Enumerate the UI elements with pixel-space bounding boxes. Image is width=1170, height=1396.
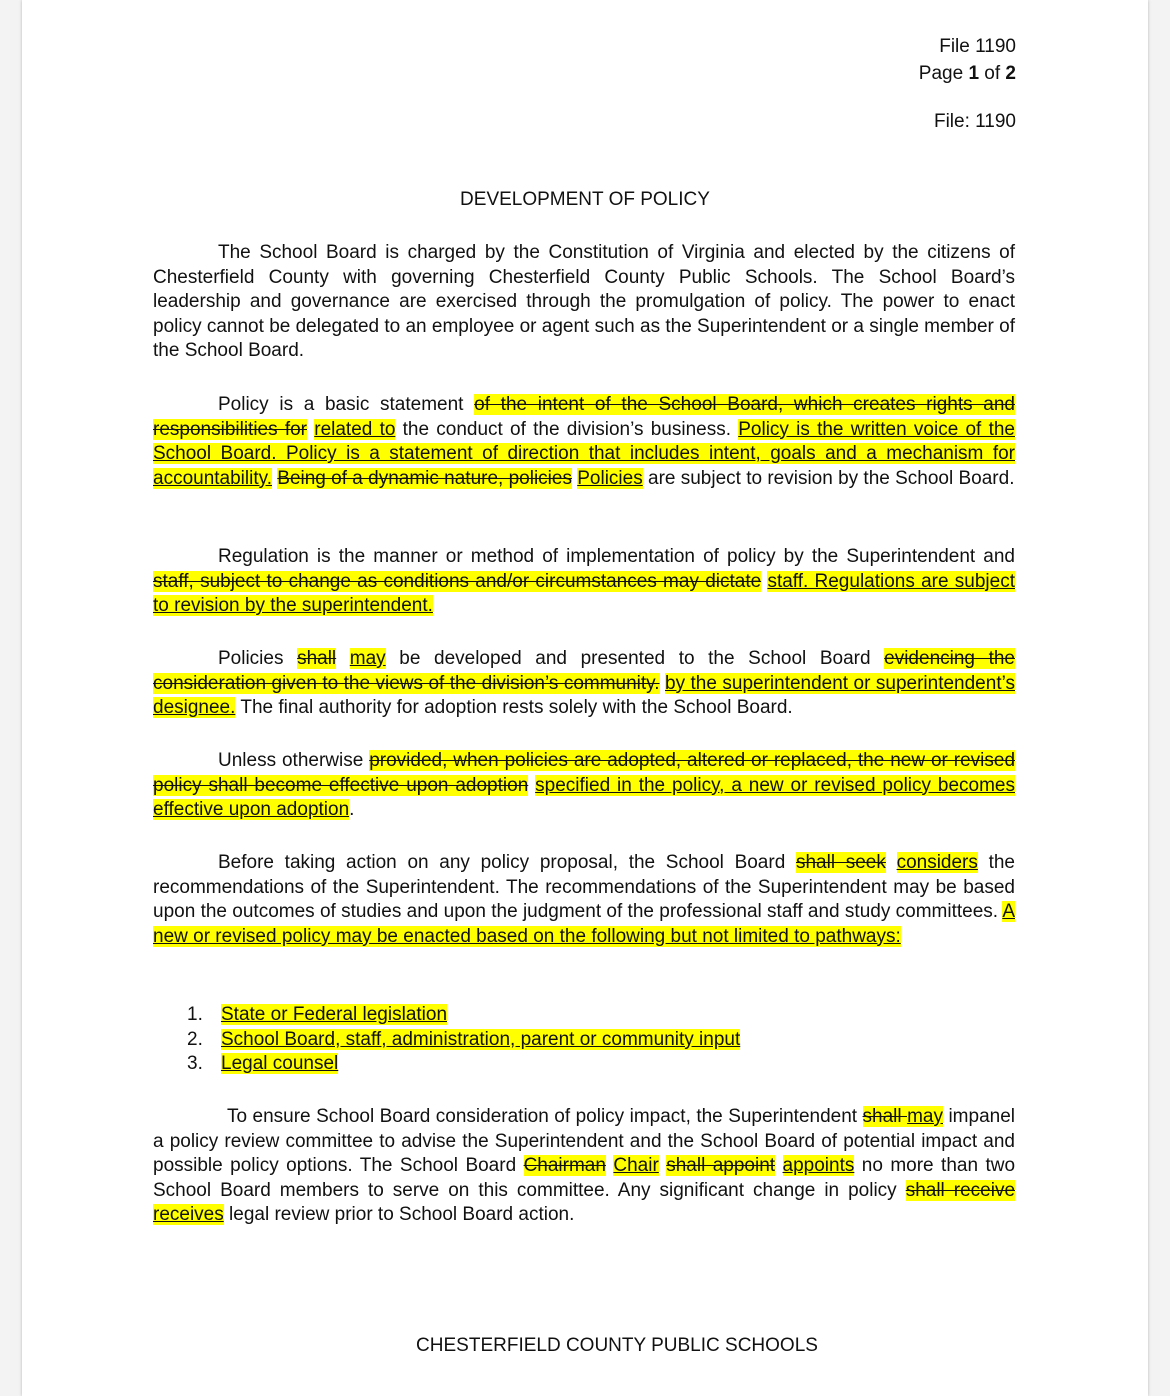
paragraph-1: The School Board is charged by the Constitution of Virginia and elected by the citizens of Chesterfield County with governing Chesterfield County Public Schools. The School Board’s leadership and governance are exercised through the promulgation of policy. The power to enact policy cannot be delegated to an employee or agent such as the Superintendent or a single member of the School Board. <box>153 242 1015 362</box>
deleted-text: shall <box>297 648 337 669</box>
deleted-text: Chairman <box>523 1155 606 1177</box>
deleted-text: Being of a dynamic nature, policies <box>277 467 572 489</box>
paragraph-6: Before taking action on any policy proposal, the School Board shall seek considers the recommendations of the Superintendent. The recommendations of the Superintendent may be based upon the outcomes of studies and upon the judgment of the professional staff and study committees. A new or revised policy may be enacted based on the following but not limited to pathways: <box>153 852 1015 947</box>
inserted-text: may <box>907 1106 943 1127</box>
deleted-text: evidencing the consideration given to the views of the division’s community. <box>153 648 1015 694</box>
inserted-text: by the superintendent or superintendent’s designee. <box>153 672 1015 719</box>
inserted-text: appoints <box>782 1155 855 1177</box>
deleted-text: of the intent of the School Board, which creates rights and responsibilities for <box>153 394 1016 440</box>
page-number: Page 1 of 2 <box>918 63 1016 84</box>
file-number: File 1190 <box>939 36 1016 57</box>
inserted-text: A new or revised policy may be enacted based on the following but not limited to pathways: <box>153 901 1015 947</box>
paragraph-3: Regulation is the manner or method of implementation of policy by the Superintendent and staff, subject to change as conditions and/or circumstances may dictate staff. Regulations are subject to revision by the superintendent. <box>153 546 1016 617</box>
inserted-text: Chair <box>613 1155 659 1177</box>
deleted-text: shall <box>862 1106 908 1127</box>
inserted-text: may <box>349 648 386 669</box>
inserted-text: Policy is the written voice of the School Board. Policy is a statement of direction that includes intent, goals and a mechanism for accountability. <box>153 418 1015 489</box>
paragraph-7: To ensure School Board consideration of policy impact, the Superintendent shall may impanel a policy review committee to advise the Superintendent and the School Board of potential impact and possible policy options. The School Board Chairman Chair shall appoint appoints no more than two School Board members to serve on this committee. Any significant change in policy shall receive receives legal review prior to School Board action. <box>153 1106 1016 1226</box>
file-label: File: 1190 <box>933 111 1016 132</box>
page-footer: CHESTERFIELD COUNTY PUBLIC SCHOOLS <box>416 1335 818 1356</box>
pathways-list <box>187 1003 740 1077</box>
inserted-text: staff. Regulations are subject to revision by the superintendent. <box>153 570 1016 617</box>
inserted-text: considers <box>896 852 978 873</box>
deleted-text: shall seek <box>795 852 886 873</box>
deleted-text: shall appoint <box>666 1155 776 1177</box>
inserted-text: related to <box>314 418 396 440</box>
document-page <box>22 0 1148 1396</box>
deleted-text: shall receive <box>905 1179 1016 1201</box>
paragraph-4: Policies shall may be developed and presented to the School Board evidencing the consideration given to the views of the division’s community. by the superintendent or superintendent’s designee. The final authority for adoption rests solely with the School Board. <box>153 648 1015 719</box>
inserted-text: receives <box>153 1204 224 1226</box>
inserted-text: specified in the policy, a new or revised policy becomes effective upon adoption <box>153 774 1015 821</box>
paragraph-5: Unless otherwise provided, when policies are adopted, altered or replaced, the new or revised policy shall become effective upon adoption specified in the policy, a new or revised policy becomes effective upon adoption. <box>153 750 1016 821</box>
paragraph-2: Policy is a basic statement of the intent of the School Board, which creates rights and responsibilities for related to the conduct of the division’s business. Policy is the written voice of the School Board. Policy is a statement of direction that includes intent, goals and a mechanism for accountability. Being of a dynamic nature, policies Policies are subject to revision by the School Board. <box>153 394 1016 489</box>
document-title: DEVELOPMENT OF POLICY <box>460 189 710 210</box>
list-item: 2. School Board, staff, administration, parent or community input <box>187 1028 741 1050</box>
list-item: 3. Legal counsel <box>187 1053 339 1075</box>
deleted-text: provided, when policies are adopted, altered or replaced, the new or revised policy shall become effective upon adoption <box>153 750 1016 796</box>
page-header <box>919 33 1016 87</box>
list-item: 1. State or Federal legislation <box>187 1004 448 1025</box>
deleted-text: staff, subject to change as conditions and/or circumstances may dictate <box>153 570 762 592</box>
inserted-text: Policies <box>577 467 643 489</box>
